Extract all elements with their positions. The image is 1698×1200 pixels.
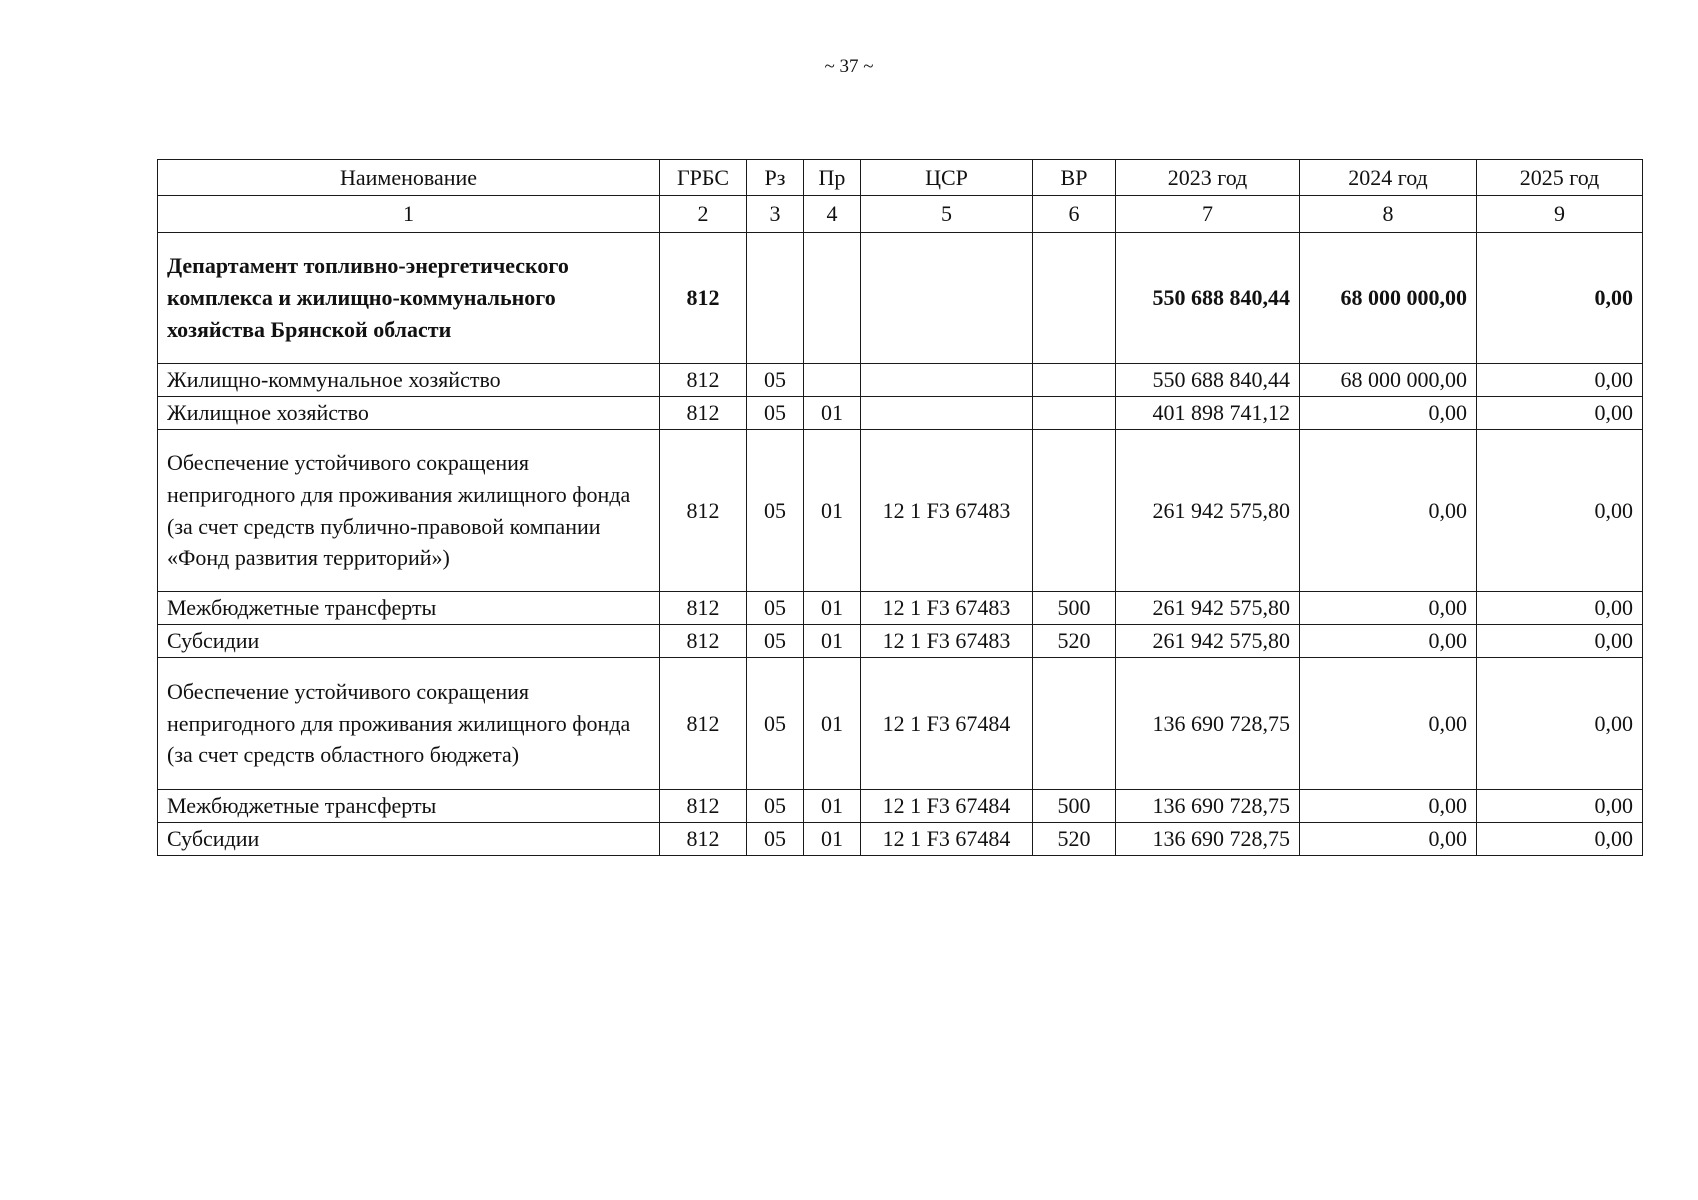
cell-grbs: 812 [660,233,747,364]
table-row [158,625,1643,658]
cell-csr: 12 1 F3 67484 [861,790,1033,823]
cell-2025: 0,00 [1477,790,1643,823]
column-number: 3 [747,196,804,233]
cell-csr [861,233,1033,364]
header-2025: 2025 год [1477,160,1643,196]
cell-grbs: 812 [660,625,747,658]
cell-rz: 05 [747,658,804,790]
cell-pr: 01 [804,592,861,625]
header-2023: 2023 год [1116,160,1300,196]
cell-grbs: 812 [660,592,747,625]
cell-2025: 0,00 [1477,364,1643,397]
column-number-row [158,196,1643,233]
cell-csr: 12 1 F3 67484 [861,823,1033,856]
cell-rz [747,233,804,364]
cell-pr: 01 [804,823,861,856]
cell-2023: 261 942 575,80 [1116,592,1300,625]
column-number: 1 [158,196,660,233]
table-row [158,430,1643,592]
cell-grbs: 812 [660,397,747,430]
cell-pr [804,364,861,397]
cell-rz: 05 [747,364,804,397]
cell-2023: 401 898 741,12 [1116,397,1300,430]
column-number: 9 [1477,196,1643,233]
cell-rz: 05 [747,790,804,823]
cell-grbs: 812 [660,790,747,823]
cell-2024: 0,00 [1300,592,1477,625]
page-number: ~ 37 ~ [824,56,874,77]
cell-name: Межбюджетные трансферты [158,592,660,625]
cell-vr [1033,233,1116,364]
budget-table [157,159,1643,856]
cell-rz: 05 [747,823,804,856]
cell-name: Департамент топливно-энергетического комплекса и жилищно-коммунального хозяйства Брянской области [158,233,660,364]
header-vr: ВР [1033,160,1116,196]
cell-grbs: 812 [660,364,747,397]
cell-2024: 0,00 [1300,790,1477,823]
table-row [158,658,1643,790]
cell-2024: 68 000 000,00 [1300,364,1477,397]
cell-pr: 01 [804,430,861,592]
cell-2023: 261 942 575,80 [1116,625,1300,658]
cell-name: Субсидии [158,823,660,856]
cell-name: Межбюджетные трансферты [158,790,660,823]
table-row [158,790,1643,823]
header-grbs: ГРБС [660,160,747,196]
cell-csr [861,364,1033,397]
cell-vr [1033,658,1116,790]
cell-vr [1033,397,1116,430]
cell-pr: 01 [804,397,861,430]
cell-pr: 01 [804,790,861,823]
cell-vr: 520 [1033,823,1116,856]
cell-2024: 0,00 [1300,658,1477,790]
cell-rz: 05 [747,625,804,658]
cell-vr: 520 [1033,625,1116,658]
cell-2023: 136 690 728,75 [1116,823,1300,856]
cell-vr [1033,364,1116,397]
cell-name: Жилищно-коммунальное хозяйство [158,364,660,397]
cell-2023: 550 688 840,44 [1116,233,1300,364]
cell-grbs: 812 [660,658,747,790]
cell-rz: 05 [747,430,804,592]
cell-name: Обеспечение устойчивого сокращения непригодного для проживания жилищного фонда (за счет средств областного бюджета) [158,658,660,790]
cell-2025: 0,00 [1477,397,1643,430]
cell-name: Субсидии [158,625,660,658]
header-row [158,160,1643,196]
cell-grbs: 812 [660,823,747,856]
cell-vr: 500 [1033,790,1116,823]
cell-2024: 0,00 [1300,625,1477,658]
cell-rz: 05 [747,397,804,430]
cell-2023: 261 942 575,80 [1116,430,1300,592]
cell-pr: 01 [804,658,861,790]
table-row [158,364,1643,397]
table-row [158,397,1643,430]
column-number: 5 [861,196,1033,233]
header-2024: 2024 год [1300,160,1477,196]
cell-2024: 0,00 [1300,823,1477,856]
cell-csr: 12 1 F3 67483 [861,430,1033,592]
cell-name: Обеспечение устойчивого сокращения непригодного для проживания жилищного фонда (за счет средств публично-правовой компании «Фонд развития территорий») [158,430,660,592]
cell-vr [1033,430,1116,592]
header-name: Наименование [158,160,660,196]
column-number: 6 [1033,196,1116,233]
cell-2024: 0,00 [1300,397,1477,430]
cell-2023: 550 688 840,44 [1116,364,1300,397]
cell-vr: 500 [1033,592,1116,625]
header-csr: ЦСР [861,160,1033,196]
column-number: 4 [804,196,861,233]
cell-rz: 05 [747,592,804,625]
cell-2023: 136 690 728,75 [1116,658,1300,790]
cell-2025: 0,00 [1477,625,1643,658]
cell-2024: 0,00 [1300,430,1477,592]
cell-csr: 12 1 F3 67483 [861,625,1033,658]
header-pr: Пр [804,160,861,196]
cell-2025: 0,00 [1477,430,1643,592]
column-number: 2 [660,196,747,233]
cell-csr [861,397,1033,430]
cell-2025: 0,00 [1477,592,1643,625]
column-number: 8 [1300,196,1477,233]
cell-csr: 12 1 F3 67484 [861,658,1033,790]
cell-2024: 68 000 000,00 [1300,233,1477,364]
cell-2025: 0,00 [1477,233,1643,364]
cell-2025: 0,00 [1477,658,1643,790]
cell-pr [804,233,861,364]
cell-pr: 01 [804,625,861,658]
cell-2023: 136 690 728,75 [1116,790,1300,823]
header-rz: Рз [747,160,804,196]
table-row [158,233,1643,364]
column-number: 7 [1116,196,1300,233]
table-row [158,592,1643,625]
cell-name: Жилищное хозяйство [158,397,660,430]
cell-grbs: 812 [660,430,747,592]
cell-csr: 12 1 F3 67483 [861,592,1033,625]
cell-2025: 0,00 [1477,823,1643,856]
table-row [158,823,1643,856]
